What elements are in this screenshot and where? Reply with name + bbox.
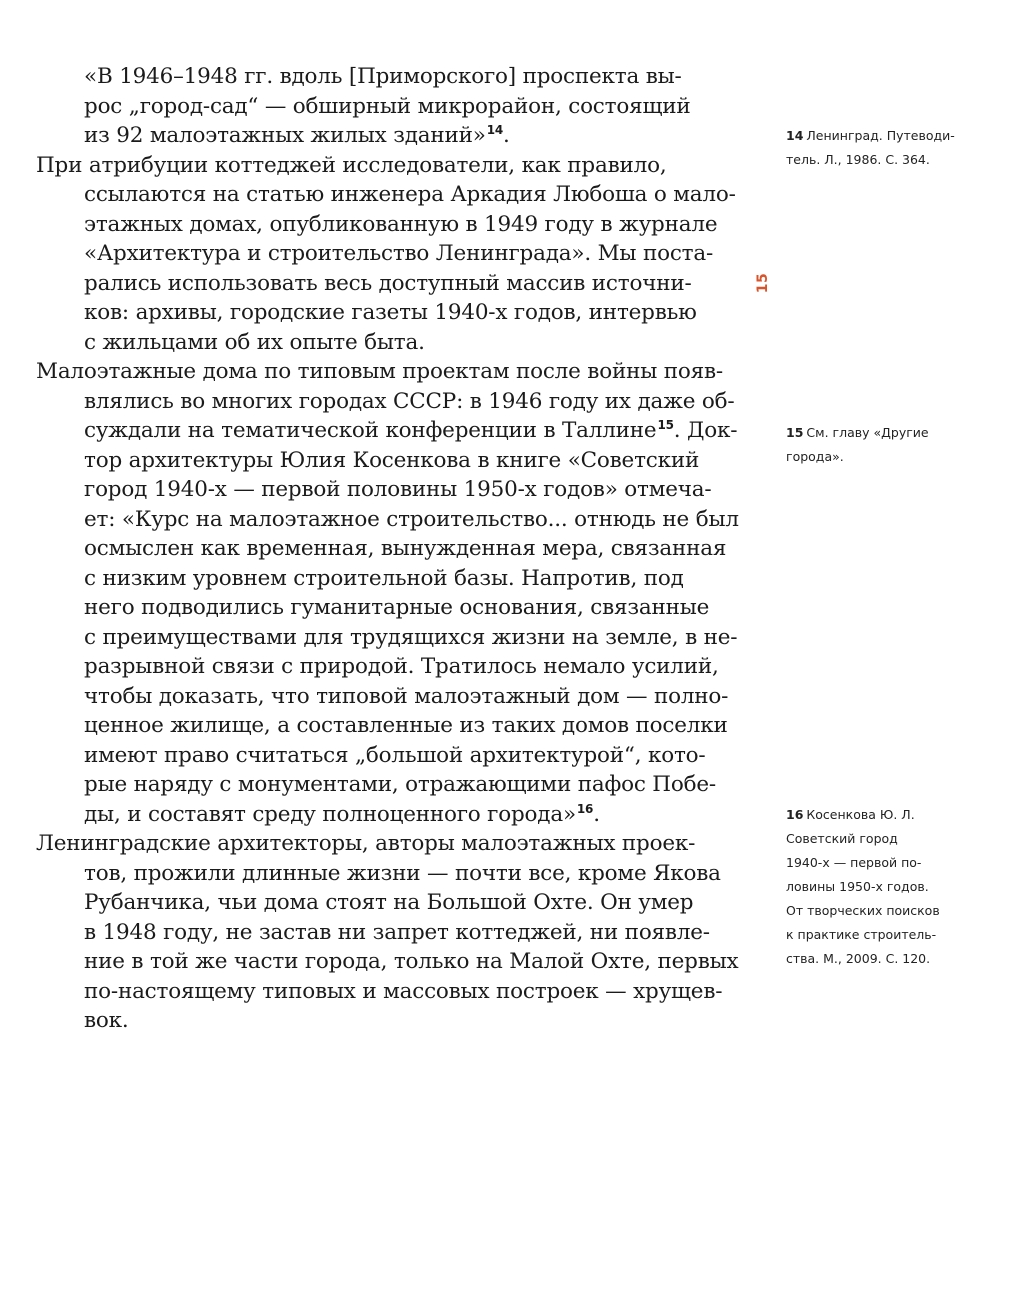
sidenote-line: Советский город [786, 831, 898, 846]
text-line: разрывной связи с природой. Тратилось немало усилий, [84, 654, 719, 679]
sidenote-14 [786, 124, 986, 172]
text-fragment: ды, и составят среду полноценного города» [84, 801, 576, 827]
paragraph-quote [36, 62, 746, 151]
sidenote-number: 15 [786, 425, 804, 440]
text-line: в 1948 году, не застав ни запрет коттеджей, ни появле- [84, 919, 710, 945]
paragraph-lowrise [36, 357, 746, 829]
text-line: чтобы доказать, что типовой малоэтажный дом — полно- [84, 683, 729, 709]
sidenote-line: ловины 1950-х годов. [786, 879, 929, 894]
text-line: с преимуществами для трудящихся жизни на земле, в не- [84, 624, 738, 650]
text-line: ет: «Курс на малоэтажное строительство... отнюдь не был [84, 506, 739, 532]
sidenote-line [786, 124, 986, 148]
sidenote-line: 1940-х — первой по- [786, 855, 922, 870]
sidenote-line: к практике строитель- [786, 927, 937, 942]
sidenote-line: ства. М., 2009. С. 120. [786, 951, 931, 966]
sidenote-text: Косенкова Ю. Л. [806, 807, 915, 822]
sidenote-line: От творческих поисков [786, 903, 940, 918]
sidenote-line: тель. Л., 1986. С. 364. [786, 152, 930, 167]
page-number: 15 [755, 272, 771, 294]
text-line: Ленинградские архитекторы, авторы малоэтажных проек- [36, 831, 696, 856]
text-line: этажных домах, опубликованную в 1949 году в журнале [84, 211, 718, 237]
text-line: рые наряду с монументами, отражающими пафос Побе- [84, 772, 716, 797]
paragraph-attribution [36, 151, 746, 358]
footnote-ref-15[interactable]: 15 [657, 418, 674, 432]
sidenote-text: См. главу «Другие [806, 425, 929, 440]
text-line [36, 800, 746, 830]
text-line: При атрибуции коттеджей исследователи, как правило, [36, 152, 667, 178]
text-line: него подводились гуманитарные основания, связанные [84, 595, 710, 620]
text-line: ков: архивы, городские газеты 1940-х годов, интервью [84, 300, 697, 325]
text-line: влялись во многих городах СССР: в 1946 году их даже об- [84, 388, 735, 414]
text-line: с низким уровнем строительной базы. Напротив, под [84, 565, 684, 591]
text-line: «Архитектура и строительство Ленинграда». Мы поста- [84, 241, 714, 266]
text-line: осмыслен как временная, вынужденная мера, связанная [84, 536, 727, 561]
text-line: тор архитектуры Юлия Косенкова в книге «Советский [84, 447, 700, 473]
text-line [36, 121, 746, 151]
paragraph-architects [36, 829, 746, 1036]
footnote-ref-16[interactable]: 16 [576, 801, 594, 816]
text-line [36, 416, 746, 446]
sidenote-line [786, 421, 986, 445]
text-fragment: суждали на тематической конференции в Таллине [84, 418, 657, 443]
main-text [36, 62, 746, 1036]
text-line: ние в той же части города, только на Малой Охте, первых [84, 949, 739, 974]
text-line: по-настоящему типовых и массовых построек — хрущев- [84, 978, 723, 1004]
text-fragment: . [593, 801, 600, 827]
sidenote-number: 16 [786, 807, 804, 822]
footnote-ref-14[interactable]: 14 [486, 123, 504, 137]
text-line: с жильцами об их опыте быта. [84, 329, 425, 355]
text-line: имеют право считаться „большой архитектурой“, кото- [84, 742, 706, 768]
text-line: вок. [84, 1008, 129, 1033]
text-line: рос „город-сад“ — обширный микрорайон, состоящий [84, 93, 691, 119]
text-line: Рубанчика, чьи дома стоят на Большой Охте. Он умер [84, 890, 694, 915]
text-line: город 1940-х — первой половины 1950-х годов» отмеча- [84, 477, 712, 502]
sidenote-line [786, 803, 986, 827]
text-fragment: . Док- [673, 418, 738, 443]
text-line: ссылаются на статью инженера Аркадия Любоша о мало- [84, 182, 736, 207]
text-line: тов, прожили длинные жизни — почти все, кроме Якова [84, 860, 721, 886]
text-line: «В 1946–1948 гг. вдоль [Приморского] проспекта вы- [84, 64, 682, 89]
text-line: Малоэтажные дома по типовым проектам после войны появ- [36, 359, 723, 384]
text-fragment: . [503, 123, 510, 148]
text-line: рались использовать весь доступный массив источни- [84, 270, 692, 296]
sidenote-text: Ленинград. Путеводи- [806, 128, 955, 143]
text-fragment: из 92 малоэтажных жилых зданий» [84, 123, 486, 148]
sidenote-number: 14 [786, 128, 804, 143]
sidenote-line: города». [786, 449, 844, 464]
sidenote-15 [786, 421, 986, 469]
text-line: ценное жилище, а составленные из таких домов поселки [84, 713, 728, 738]
sidenote-16 [786, 803, 986, 971]
